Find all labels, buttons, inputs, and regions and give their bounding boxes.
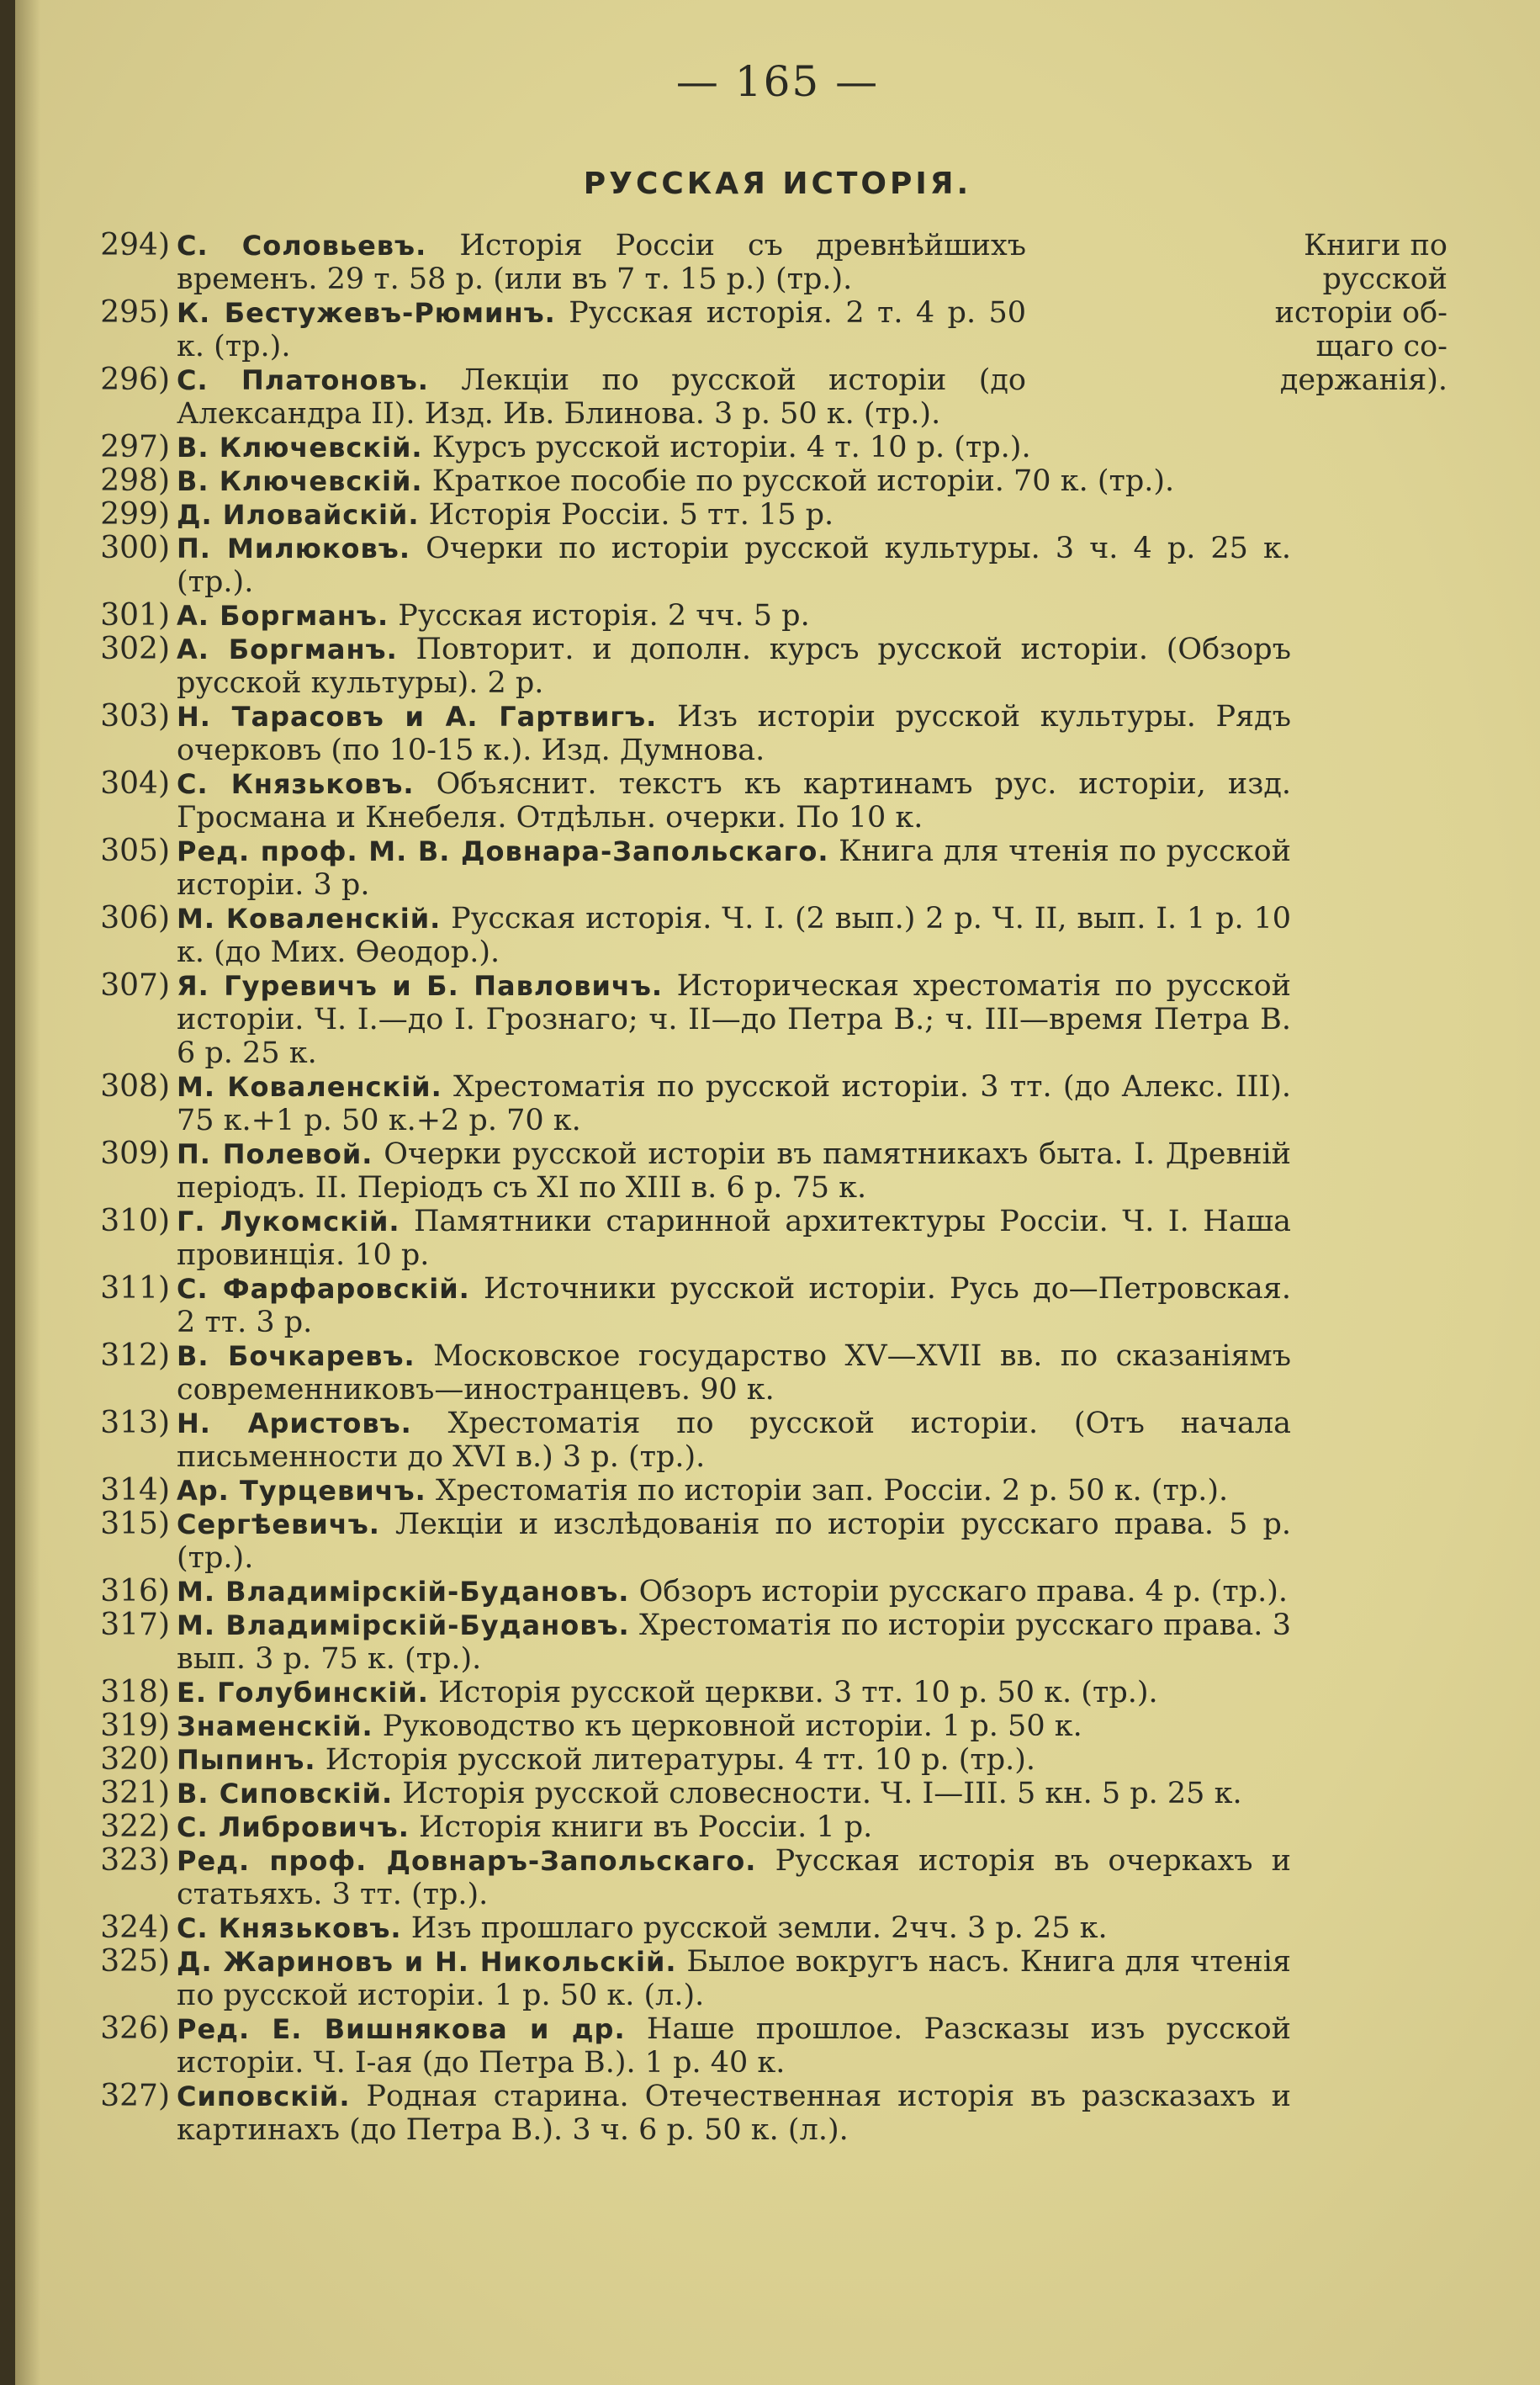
- entry-number: 304): [100, 766, 170, 801]
- entry-body: [177, 363, 1026, 431]
- bibliography-entry: [15, 229, 1540, 296]
- entry-number: 303): [100, 699, 170, 734]
- entry-number: 296): [100, 363, 170, 397]
- entry-text: Хрестоматія по русской исторіи. (Отъ начала письменности до XVI в.) 3 р. (тр.).: [177, 1407, 1292, 1474]
- entry-author: С. Либровичъ.: [177, 1811, 410, 1843]
- entry-author: С. Платоновъ.: [177, 364, 429, 396]
- page-number: — 165 —: [675, 57, 880, 106]
- entry-number: 305): [100, 834, 170, 868]
- bibliography-entry: [15, 1810, 1540, 1844]
- bibliography-entry: [15, 1709, 1540, 1743]
- entry-number: 302): [100, 632, 170, 666]
- entry-text: Очерки русской исторіи въ памятникахъ быта. I. Древній періодъ. II. Періодъ съ XI по XIII в. 6 р. 75 к.: [177, 1137, 1291, 1205]
- entry-text: Источники русской исторіи. Русь до—Петровская. 2 тт. 3 р.: [177, 1272, 1291, 1339]
- entry-body: [177, 1205, 1291, 1272]
- entry-text: Лекціи и изслѣдованія по исторіи русскаго права. 5 р. (тр.).: [177, 1508, 1291, 1575]
- entry-body: [177, 1508, 1291, 1575]
- entry-body: [177, 296, 1026, 363]
- entry-number: 326): [100, 2011, 170, 2046]
- entry-text: Краткое пособіе по русской исторіи. 70 к. (тр.).: [431, 464, 1175, 498]
- entry-text: Наше прошлое. Разсказы изъ русской исторіи. Ч. I-ая (до Петра В.). 1 р. 40 к.: [177, 2012, 1291, 2080]
- entry-body: [177, 1844, 1291, 1911]
- entry-body: [177, 2012, 1291, 2080]
- entry-author: М. Владимірскій-Будановъ.: [177, 1576, 630, 1608]
- side-note-line: русской: [1322, 262, 1447, 296]
- entry-body: [177, 464, 1291, 498]
- bibliography-entry: [15, 1339, 1540, 1407]
- entry-author: К. Бестужевъ-Рюминъ.: [177, 297, 556, 329]
- side-note-line: Книги по: [1304, 229, 1447, 262]
- bibliography-entry: [15, 700, 1540, 767]
- entry-number: 325): [100, 1944, 170, 1979]
- entry-author: С. Фарфаровскій.: [177, 1273, 470, 1305]
- bibliography-entry: [15, 1474, 1540, 1508]
- side-note-line: исторіи об-: [1274, 296, 1447, 330]
- entry-text: Памятники старинной архитектуры Россіи. Ч. I. Наша провинція. 10 р.: [177, 1205, 1291, 1272]
- entry-author: В. Ключевскій.: [177, 432, 423, 464]
- entry-number: 298): [100, 464, 170, 498]
- entry-text: Исторія русской словесности. Ч. I—III. 5 кн. 5 р. 25 к.: [402, 1777, 1242, 1810]
- entry-text: Хрестоматія по русской исторіи. 3 тт. (до Алекс. III). 75 к.+1 р. 50 к.+2 р. 70 к.: [177, 1070, 1292, 1137]
- entry-body: [177, 767, 1291, 835]
- entry-text: Изъ прошлаго русской земли. 2чч. 3 р. 25 к.: [410, 1911, 1108, 1945]
- entry-body: [177, 1676, 1291, 1709]
- entry-body: [177, 902, 1291, 969]
- bibliography-entry: [15, 1609, 1540, 1676]
- entry-number: 327): [100, 2079, 170, 2113]
- entry-number: 318): [100, 1675, 170, 1709]
- entry-number: 294): [100, 228, 170, 262]
- entry-number: 306): [100, 901, 170, 935]
- entry-body: [177, 1339, 1291, 1407]
- side-note-line: щаго со-: [1315, 330, 1447, 363]
- entry-author: М. Владимірскій-Будановъ.: [177, 1609, 630, 1641]
- bibliography-entry: [15, 2080, 1540, 2147]
- entry-number: 320): [100, 1742, 170, 1777]
- entry-body: [177, 1070, 1291, 1137]
- entry-text: Русская исторія въ очеркахъ и статьяхъ. 3 тт. (тр.).: [177, 1844, 1291, 1911]
- entry-text: Русская исторія. 2 чч. 5 р.: [398, 599, 810, 633]
- bibliography-entry: [15, 835, 1540, 902]
- bibliography-entry: [15, 1844, 1540, 1911]
- entry-author: Е. Голубинскій.: [177, 1677, 429, 1709]
- entry-author: Д. Жариновъ и Н. Никольскій.: [177, 1946, 677, 1978]
- entry-text: Хрестоматія по исторіи зап. Россіи. 2 р. 50 к. (тр.).: [435, 1474, 1229, 1508]
- bibliography-entry: [15, 1407, 1540, 1474]
- entry-number: 315): [100, 1507, 170, 1541]
- entry-body: [177, 1709, 1291, 1743]
- entry-author: Ред. проф. Довнаръ-Запольскаго.: [177, 1845, 757, 1877]
- entry-number: 299): [100, 497, 170, 532]
- entry-text: Исторія Россіи. 5 тт. 15 р.: [428, 498, 834, 532]
- entry-body: [177, 1743, 1291, 1777]
- bibliography-entry: [15, 1743, 1540, 1777]
- entry-author: Н. Тарасовъ и А. Гартвигъ.: [177, 701, 658, 733]
- entry-author: Н. Аристовъ.: [177, 1407, 412, 1439]
- entry-text: Исторія Россіи съ древнѣйшихъ временъ. 29 т. 58 р. (или въ 7 т. 15 р.) (тр.).: [177, 229, 1027, 296]
- entry-author: М. Коваленскій.: [177, 1071, 442, 1103]
- entry-body: [177, 1272, 1291, 1339]
- bibliography-entry: [15, 1676, 1540, 1709]
- entry-body: [177, 229, 1026, 296]
- entry-author: Ар. Турцевичъ.: [177, 1475, 426, 1507]
- entry-body: [177, 599, 1291, 633]
- entry-body: [177, 1609, 1291, 1676]
- side-note-line: держанія).: [1279, 363, 1447, 397]
- entry-text: Книга для чтенія по русской исторіи. 3 р.: [177, 835, 1291, 902]
- entry-body: [177, 532, 1291, 599]
- bibliography-entry: [15, 296, 1540, 363]
- entry-number: 314): [100, 1473, 170, 1508]
- bibliography-entry: [15, 902, 1540, 969]
- entry-text: Руководство къ церковной исторіи. 1 р. 50 к.: [382, 1709, 1082, 1743]
- entry-author: Я. Гуревичъ и Б. Павловичъ.: [177, 970, 664, 1002]
- entry-author: Сергѣевичъ.: [177, 1508, 380, 1540]
- entry-author: А. Боргманъ.: [177, 600, 389, 632]
- bibliography-entry: [15, 1777, 1540, 1810]
- entry-text: Повторит. и дополн. курсъ русской исторіи. (Обзоръ русской культуры). 2 р.: [177, 633, 1291, 700]
- entry-number: 297): [100, 430, 170, 464]
- entry-body: [177, 969, 1291, 1070]
- entry-body: [177, 835, 1291, 902]
- entry-body: [177, 1137, 1291, 1205]
- entry-number: 321): [100, 1776, 170, 1810]
- entry-author: С. Князьковъ.: [177, 1912, 402, 1944]
- entry-body: [177, 1945, 1291, 2012]
- entry-author: В. Сиповскій.: [177, 1778, 394, 1810]
- entry-text: Былое вокругъ насъ. Книга для чтенія по русской исторіи. 1 р. 50 к. (л.).: [177, 1945, 1291, 2012]
- entry-author: Пыпинъ.: [177, 1744, 316, 1776]
- entry-text: Исторія книги въ Россіи. 1 р.: [419, 1810, 873, 1844]
- bibliography-entry: [15, 969, 1540, 1070]
- entry-text: Исторія русской литературы. 4 тт. 10 р. (тр.).: [325, 1743, 1036, 1777]
- entry-text: Курсъ русской исторіи. 4 т. 10 р. (тр.).: [431, 431, 1031, 464]
- entry-author: Д. Иловайскій.: [177, 499, 420, 531]
- entry-author: В. Ключевскій.: [177, 465, 423, 497]
- bibliography-entry: [15, 1575, 1540, 1609]
- entry-text: Очерки по исторіи русской культуры. 3 ч. 4 р. 25 к. (тр.).: [177, 532, 1292, 599]
- entry-number: 310): [100, 1204, 170, 1238]
- entry-text: Родная старина. Отечественная исторія въ разсказахъ и картинахъ (до Петра В.). 3 ч. 6 р. 50 к. (л.).: [177, 2080, 1291, 2147]
- entry-number: 324): [100, 1911, 170, 1945]
- entry-text: Изъ исторіи русской культуры. Рядъ очерковъ (по 10-15 к.). Изд. Думнова.: [177, 700, 1291, 767]
- entry-number: 312): [100, 1338, 170, 1373]
- bibliography-entry: [15, 1070, 1540, 1137]
- entry-number: 319): [100, 1709, 170, 1743]
- bibliography-entry: [15, 431, 1540, 464]
- bibliography-entry: [15, 1911, 1540, 1945]
- entry-number: 309): [100, 1137, 170, 1171]
- entry-author: С. Князьковъ.: [177, 768, 415, 800]
- entry-number: 295): [100, 295, 170, 330]
- entry-number: 300): [100, 531, 170, 565]
- entry-author: С. Соловьевъ.: [177, 230, 427, 262]
- entry-author: Знаменскій.: [177, 1710, 373, 1742]
- entry-body: [177, 633, 1291, 700]
- entry-author: В. Бочкаревъ.: [177, 1340, 415, 1372]
- bibliography-entry: [15, 1945, 1540, 2012]
- bibliography-entry: [15, 767, 1540, 835]
- entry-number: 316): [100, 1574, 170, 1609]
- entry-body: [177, 498, 1291, 532]
- entry-author: П. Милюковъ.: [177, 533, 410, 564]
- entry-body: [177, 1575, 1291, 1609]
- entry-number: 307): [100, 968, 170, 1003]
- entry-author: Ред. проф. М. В. Довнара-Запольскаго.: [177, 835, 829, 867]
- entry-author: П. Полевой.: [177, 1138, 373, 1170]
- bibliography-entry: [15, 498, 1540, 532]
- entry-author: Г. Лукомскій.: [177, 1206, 400, 1238]
- entry-body: [177, 1474, 1291, 1508]
- entry-text: Историческая хрестоматія по русской исторіи. Ч. I.—до I. Грознаго; ч. II—до Петра В.; ч. III—время Петра В. 6 р. 25 к.: [177, 969, 1291, 1070]
- bibliography-entry: [15, 532, 1540, 599]
- entry-author: А. Боргманъ.: [177, 633, 398, 665]
- entry-text: Хрестоматія по исторіи русскаго права. 3 вып. 3 р. 75 к. (тр.).: [177, 1609, 1291, 1676]
- bibliography-entry: [15, 2012, 1540, 2080]
- entry-author: Ред. Е. Вишнякова и др.: [177, 2013, 626, 2045]
- bibliography-entry: [15, 1508, 1540, 1575]
- entry-number: 313): [100, 1406, 170, 1440]
- entry-text: Объяснит. текстъ къ картинамъ рус. исторіи, изд. Гросмана и Кнебеля. Отдѣльн. очерки. По 10 к.: [177, 767, 1291, 835]
- bibliography-entry: [15, 363, 1540, 431]
- bibliography-entry: [15, 1272, 1540, 1339]
- bibliography-entry: [15, 599, 1540, 633]
- entry-number: 311): [100, 1271, 170, 1306]
- bibliography-entry: [15, 464, 1540, 498]
- bibliography-entry: [15, 1205, 1540, 1272]
- entry-text: Обзоръ исторіи русскаго права. 4 р. (тр.).: [638, 1575, 1289, 1609]
- entry-number: 301): [100, 598, 170, 633]
- bibliography-entry: [15, 1137, 1540, 1205]
- entry-author: М. Коваленскій.: [177, 903, 442, 935]
- entry-body: [177, 700, 1291, 767]
- entry-body: [177, 1407, 1291, 1474]
- entry-body: [177, 431, 1291, 464]
- entry-author: Сиповскій.: [177, 2080, 351, 2112]
- bibliography-entry: [15, 633, 1540, 700]
- entry-number: 308): [100, 1069, 170, 1104]
- entry-number: 317): [100, 1608, 170, 1642]
- entry-number: 323): [100, 1843, 170, 1878]
- entry-text: Русская исторія. 2 т. 4 р. 50 к. (тр.).: [177, 296, 1026, 363]
- entry-number: 322): [100, 1810, 170, 1844]
- entry-body: [177, 1810, 1291, 1844]
- section-title: РУССКАЯ ИСТОРІЯ.: [583, 167, 972, 201]
- bibliography-list: [15, 229, 1540, 2147]
- entry-body: [177, 1777, 1291, 1810]
- entry-text: Исторія русской церкви. 3 тт. 10 р. 50 к. (тр.).: [438, 1676, 1158, 1709]
- entry-text: Русская исторія. Ч. I. (2 вып.) 2 р. Ч. II, вып. I. 1 р. 10 к. (до Мих. Ѳеодор.).: [177, 902, 1291, 969]
- entry-body: [177, 2080, 1291, 2147]
- entry-text: Лекціи по русской исторіи (до Александра II). Изд. Ив. Блинова. 3 р. 50 к. (тр.).: [177, 363, 1026, 431]
- entry-body: [177, 1911, 1291, 1945]
- entry-text: Московское государство XV—XVII вв. по сказаніямъ современниковъ—иностранцевъ. 90 к.: [177, 1339, 1291, 1407]
